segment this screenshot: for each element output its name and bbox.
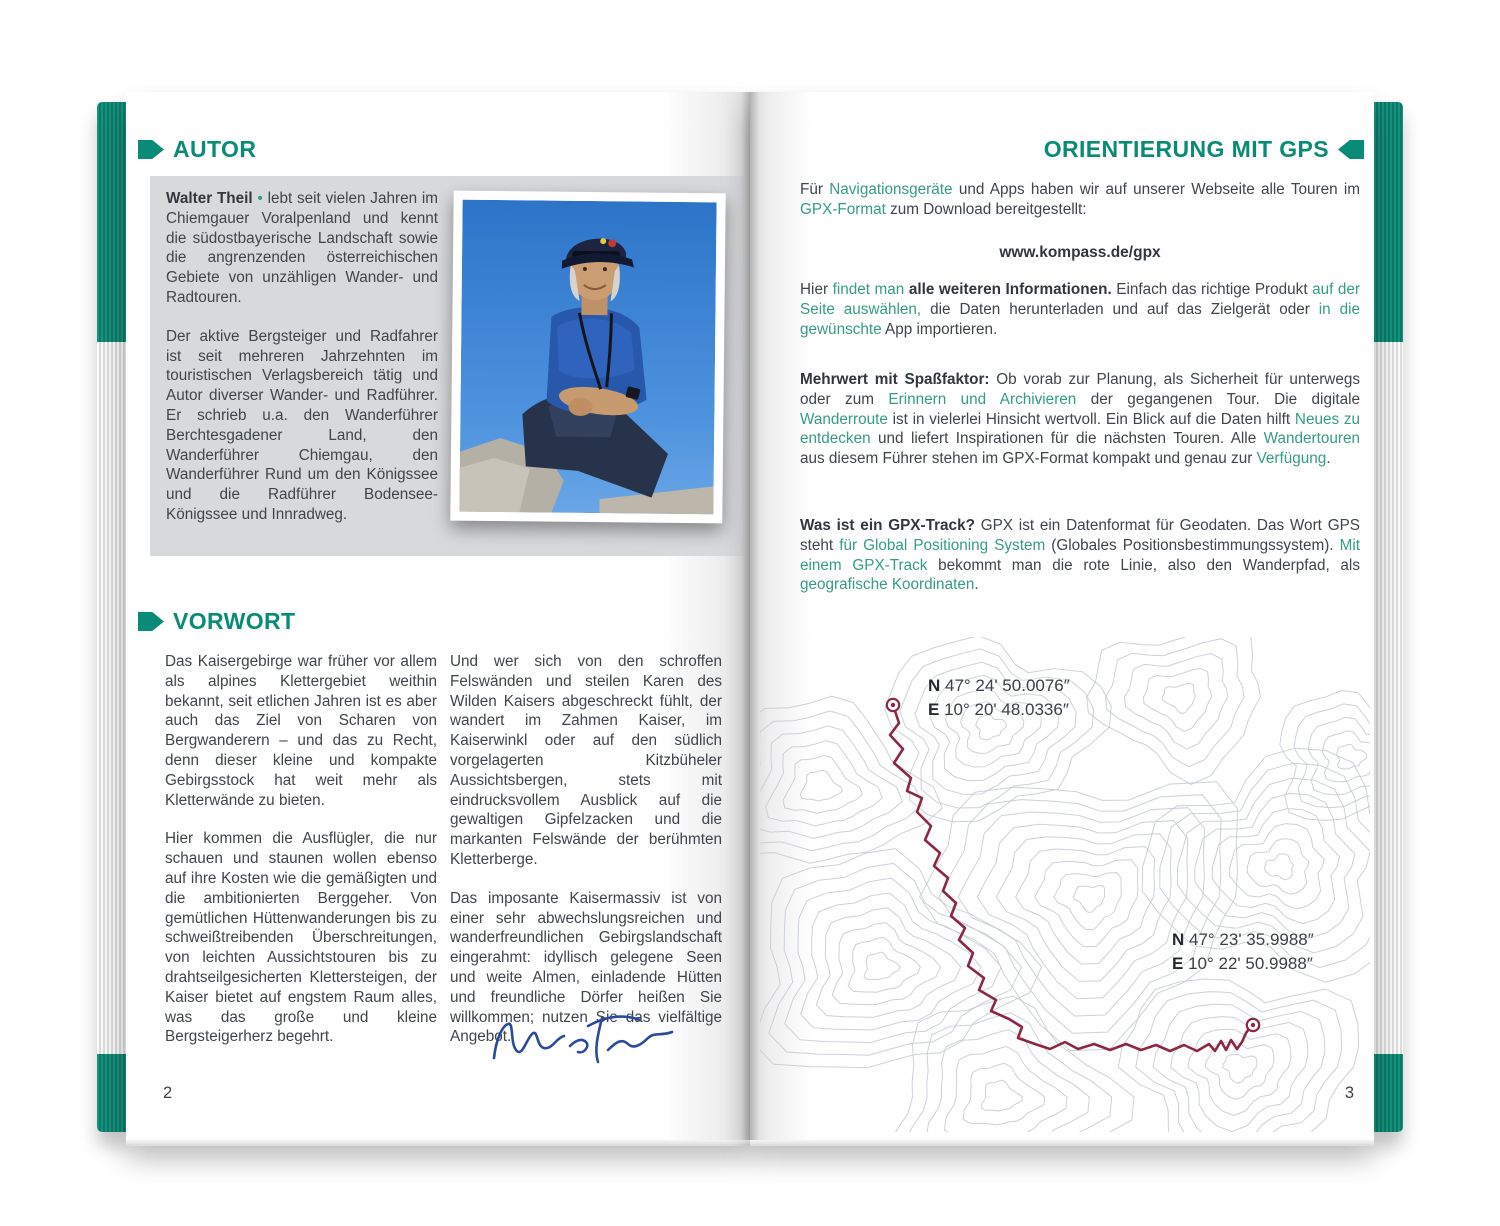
contour-line (1125, 654, 1228, 750)
contour-line (1136, 992, 1342, 1132)
contour-line (885, 637, 1111, 822)
contour-line (785, 878, 1002, 1042)
vorwort-text (165, 652, 722, 1066)
author-bio-paragraph-2: Der aktive Bergsteiger und Radfahrer ist seit mehreren Jahrzehnten im touristischen Verlagsbereich tätig und Autor diverser Wander- und Radführer. Er schrieb u.a. den Wanderführer Berchtesgadener Land, den Wanderführer Chiemgau, den Wanderführer Rund um den Königssee und die Radführer Bodensee-Königssee und Innradweg. (166, 327, 438, 523)
contour-line (1143, 668, 1211, 731)
contour-line (982, 1080, 1023, 1111)
contour-line (1323, 731, 1371, 782)
contour-line (760, 849, 1042, 1068)
contour-line (1118, 979, 1358, 1132)
contour-line (1247, 839, 1309, 895)
left-page (126, 92, 750, 1140)
contour-line (783, 756, 862, 814)
vorwort-paragraph: Das Kaisergebirge war früher vor allem als alpines Klettergebiet weithin bekannt, seit etlichen Jahren ist es aber auch das Ziel von Scharen von Bergwanderern – und das zu Recht, denn dieser kleine und kompakte Gebirgsstock hat weit mehr als Kletterwände zu bieten. (165, 653, 437, 809)
contour-line (1054, 873, 1121, 930)
heading-arrow-icon (1338, 140, 1364, 159)
vorwort-column-2 (450, 652, 722, 1066)
contour-line (1195, 793, 1355, 938)
autor-heading (138, 136, 256, 163)
vorwort-paragraph: Und wer sich von den schroffen Felswänden und steilen Karen des Wilden Kaisers abgeschreckt fühlt, der wandert im Zahmen Kaiser, im Kaiserwinkl oder auf den südlich vorgelagerten Kitzbüheler Aussichtsbergen, stets mit eindrucksvollem Ausblick auf die gewaltigen Gipfelzacken und die markanten Felswände der berühmten Kletterberge. (450, 653, 722, 868)
gps-heading (1044, 136, 1364, 163)
author-signature (486, 1006, 681, 1078)
page-number-left: 2 (163, 1084, 173, 1102)
contour-line (1223, 1054, 1257, 1083)
vorwort-paragraph: Hier kommen die Ausflügler, die nur schauen und staunen wollen ebenso auf ihre Kosten wie die gemäßigten und die ambitionierten Berggeher. Von gemütlichen Hüttenwanderungen bis zu schweißtreibenden Überschreitungen, von leichten Aussichtstouren bis zu drahtseilgesicherten Klettersteigen, der Kaiser bietet auf engstem Raum alles, was das große und kleine Bergsteigerherz begehrt. (165, 830, 437, 1046)
coordinate-north: N 47° 24' 50.0076″ (928, 676, 1070, 695)
contour-line (1106, 639, 1245, 767)
gps-coordinates-start (928, 674, 1070, 722)
portrait-illustration (459, 200, 716, 515)
route-start-marker-dot (891, 703, 895, 707)
author-info-box (150, 176, 744, 556)
gps-intro-paragraph: Für Navigationsgeräte und Apps haben wir auf unserer Webseite alle Touren im GPX-Format zum Download bereitgestellt: (800, 181, 1361, 218)
contour-line (1177, 778, 1370, 953)
route-end-marker-dot (1251, 1023, 1255, 1027)
contour-line (832, 923, 940, 1005)
contour-line (1162, 683, 1195, 714)
contour-line (1035, 860, 1138, 947)
contour-line (1337, 744, 1367, 769)
contour-line (864, 952, 900, 979)
gps-info-paragraph: Hier findet man alle weiteren Informationen. Einfach das richtige Produkt auf der Seite auswählen, die Daten herunterladen und auf das Zielgerät oder in die gewünschte App importieren. (800, 281, 1361, 338)
vorwort-column-1 (165, 652, 437, 1066)
author-photo (450, 191, 725, 524)
contour-line (1294, 704, 1370, 808)
author-bio (166, 189, 438, 544)
vorwort-heading-label: VORWORT (173, 608, 296, 634)
contour-line (801, 893, 981, 1030)
coordinate-east: E 10° 22' 50.9988″ (1172, 954, 1313, 973)
contour-line (1188, 1029, 1291, 1115)
coordinate-north: N 47° 23' 35.9988″ (1172, 930, 1314, 949)
author-bio-paragraph-1: Walter Theil • lebt seit vielen Jahren im Chiemgauer Voralpenland und kennt die südostbayerische Landschaft sowie die angrenzenden österreichischen Gebiete von unzähligen Wander- und Radtouren. (166, 190, 438, 306)
contour-line (800, 770, 842, 801)
vorwort-heading (138, 608, 295, 635)
gpx-track-paragraph: Was ist ein GPX-Track? GPX ist ein Datenformat für Geodaten. Das Wort GPS steht für Global Positioning System (Globales Positionsbestimmungssystem). Mit einem GPX-Track bekommt man die rote Linie, also den Wanderpfad, als geografische Koordinaten. (800, 517, 1360, 594)
mehrwert-paragraph: Mehrwert mit Spaßfaktor: Ob vorab zur Planung, als Sicherheit für unterwegs oder zum Erinnern und Archivieren der gegangenen Tour. Die digitale Wanderroute ist in vielerlei Hinsicht wertvoll. Ein Blick auf die Daten hilft Neues zu entdecken und liefert Inspirationen für die nächsten Touren. Alle Wandertouren aus diesem Führer stehen im GPX-Format kompakt und genau zur Verfügung. (800, 371, 1361, 468)
signature-illustration (486, 1006, 681, 1078)
contour-line (769, 863, 1022, 1055)
vorwort-paragraph: Das imposante Kaisermassiv ist von einer sehr abwechslungsreichen und wanderfreundlichen Gebirgslandschaft eingerahmt: idyllisch gelegene Seen und weite Almen, einladende Hütten und freundliche Dörfer heißen Sie willkommen; nutzen Sie das vielfältige Angebot. (450, 889, 722, 1046)
gps-coordinates-end (1172, 928, 1314, 976)
coordinate-east: E 10° 20' 48.0336″ (928, 700, 1069, 719)
contour-line (766, 741, 883, 826)
section-tab-left-bottom (97, 1054, 126, 1132)
section-tab-right-bottom (1374, 1054, 1403, 1132)
heading-arrow-icon (138, 612, 164, 631)
section-tab-left-top (97, 102, 126, 342)
contour-line (1265, 854, 1294, 880)
autor-heading-label: AUTOR (173, 136, 257, 162)
contour-line (926, 1030, 1089, 1132)
page-number-right: 3 (1344, 1084, 1354, 1102)
kompass-gpx-url: www.kompass.de/gpx (999, 244, 1161, 261)
contour-line (1087, 637, 1261, 785)
gps-heading-label: ORIENTIERUNG MIT GPS (1043, 136, 1329, 162)
section-tab-right-top (1374, 102, 1403, 342)
right-page (750, 92, 1374, 1140)
heading-arrow-icon (138, 140, 164, 159)
contour-line (1073, 886, 1105, 913)
